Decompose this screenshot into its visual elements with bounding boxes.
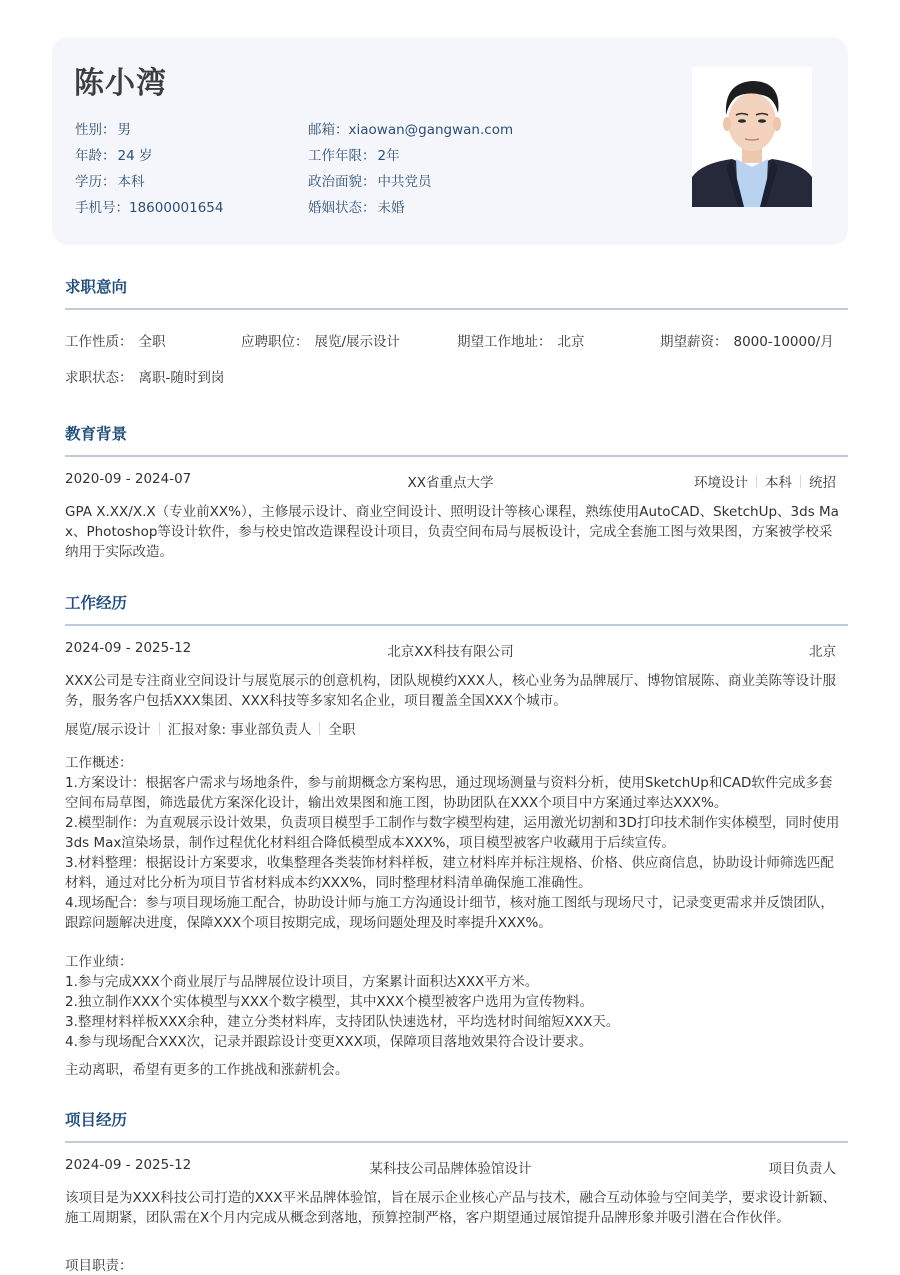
achievement-item: 4.参与现场配合XXX次，记录并跟踪设计变更XXX项，保障项目落地效果符合设计要求。	[65, 1034, 593, 1050]
achievements-title: 工作业绩：	[65, 954, 133, 970]
info-age	[75, 143, 223, 169]
info-work-years	[308, 143, 513, 169]
tag-separator	[159, 722, 160, 735]
section-title-work: 工作经历	[65, 594, 128, 612]
info-label: 性别：	[75, 122, 116, 138]
overview-item: 3.材料整理：根据设计方案要求，收集整理各类装饰材料样板，建立材料库并标注规格、价格、供应商信息，协助设计师筛选匹配材料，通过对比分析为项目节省材料成本约XXX%，同时整理材料清单确保施工准确性。	[65, 855, 834, 891]
info-gender	[75, 117, 223, 143]
info-email	[308, 117, 513, 143]
intent-label: 工作性质：	[65, 334, 133, 350]
info-value: 18600001654	[129, 200, 224, 216]
work-tags	[65, 718, 355, 738]
work-header-row	[65, 640, 836, 660]
basic-info-right	[308, 117, 513, 221]
info-value: 男	[117, 122, 131, 138]
education-tags	[694, 471, 836, 491]
section-title-project: 项目经历	[65, 1111, 128, 1129]
section-divider	[65, 624, 848, 626]
tag-separator	[800, 475, 801, 488]
profile-photo	[692, 67, 812, 207]
intent-value: 离职-随时到岗	[138, 370, 225, 386]
education-major: 环境设计	[694, 475, 748, 491]
project-duties-title: 项目职责：	[65, 1258, 133, 1274]
intent-value: 全职	[138, 334, 166, 350]
overview-title: 工作概述：	[65, 755, 133, 771]
section-title-job-intent: 求职意向	[65, 278, 128, 296]
info-value: 24 岁	[117, 148, 153, 164]
overview-item: 1.方案设计：根据客户需求与场地条件，参与前期概念方案构思，通过现场测量与资料分析，使用SketchUp和CAD软件完成多套空间布局草图，筛选最优方案深化设计，输出效果图和施工图，协助团队在XXX个项目中方案通过率达XXX%。	[65, 775, 833, 811]
candidate-name: 陈小湾	[74, 66, 167, 101]
work-achievements	[65, 952, 840, 1052]
leave-reason: 主动离职，希望有更多的工作挑战和涨薪机会。	[65, 1062, 349, 1078]
info-label: 政治面貌：	[308, 174, 376, 190]
info-label: 工作年限：	[308, 148, 376, 164]
education-period: 2020-09 - 2024-07	[65, 471, 192, 487]
project-description: 该项目是为XXX科技公司打造的XXX平米品牌体验馆，旨在展示企业核心产品与技术，融合互动体验与空间美学，要求设计新颖、施工周期紧，团队需在X个月内完成从概念到落地，预算控制严格，客户期望通过展馆提升品牌形象并吸引潜在合作伙伴。	[65, 1190, 836, 1226]
section-divider	[65, 308, 848, 310]
info-value: 中共党员	[377, 174, 432, 190]
section-title-education: 教育背景	[65, 425, 128, 443]
intent-label: 期望工作地址：	[457, 334, 552, 350]
achievement-item: 3.整理材料样板XXX余种，建立分类材料库，支持团队快速选材，平均选材时间缩短XXX天。	[65, 1014, 620, 1030]
work-location: 北京	[809, 644, 836, 660]
overview-item: 2.模型制作：为直观展示设计效果，负责项目模型手工制作与数字模型构建，运用激光切割和3D打印技术制作实体模型，同时使用3ds Max渲染场景，制作过程优化材料组合降低模型成本XXX%，项目模型被客户收藏用于后续宣传。	[65, 815, 840, 851]
education-degree: 本科	[765, 475, 792, 491]
section-divider	[65, 1141, 848, 1143]
basic-info-left	[75, 117, 223, 221]
achievement-item: 2.独立制作XXX个实体模型与XXX个数字模型，其中XXX个模型被客户选用为宣传物料。	[65, 994, 594, 1010]
project-role: 项目负责人	[768, 1161, 836, 1177]
work-company: 北京XX科技有限公司	[387, 644, 514, 660]
info-marital-status	[308, 195, 513, 221]
education-enrollment: 统招	[809, 475, 836, 491]
company-intro: XXX公司是专注商业空间设计与展览展示的创意机构，团队规模约XXX人，核心业务为品牌展厅、博物馆展陈、商业美陈等设计服务，服务客户包括XXX集团、XXX科技等多家知名企业，项目覆盖全国XXX个城市。	[65, 673, 836, 709]
intent-label: 期望薪资：	[660, 334, 728, 350]
intent-position	[241, 330, 400, 350]
intent-location	[457, 330, 585, 350]
person-portrait-icon	[692, 67, 812, 207]
intent-salary	[660, 330, 834, 350]
education-description: GPA X.XX/X.X（专业前XX%），主修展示设计、商业空间设计、照明设计等核心课程，熟练使用AutoCAD、SketchUp、3ds Max、Photoshop等设计软件，参与校史馆改造课程设计项目，负责空间布局与展板设计，完成全套施工图与效果图，方案被学校采纳用于实际改造。	[65, 504, 839, 560]
email-link[interactable]: xiaowan@gangwan.com	[348, 122, 514, 138]
intent-status	[65, 366, 224, 386]
tag-separator	[319, 722, 320, 735]
info-political-status	[308, 169, 513, 195]
profile-header	[52, 37, 848, 245]
intent-work-type	[65, 330, 166, 350]
info-label: 婚姻状态：	[308, 200, 376, 216]
section-divider	[65, 455, 848, 457]
work-position: 展览/展示设计	[65, 722, 151, 738]
intent-value: 8000-10000/月	[733, 334, 834, 350]
project-header-row	[65, 1157, 836, 1177]
info-value: 2年	[377, 148, 400, 164]
project-period: 2024-09 - 2025-12	[65, 1157, 192, 1173]
intent-value: 北京	[557, 334, 585, 350]
education-school: XX省重点大学	[407, 475, 494, 491]
overview-item: 4.现场配合：参与项目现场施工配合，协助设计师与施工方沟通设计细节，核对施工图纸与现场尺寸，记录变更需求并反馈团队，跟踪问题解决进度，保障XXX个项目按期完成，现场问题处理及时率提升XXX%。	[65, 895, 834, 931]
intent-label: 应聘职位：	[241, 334, 309, 350]
info-label: 年龄：	[75, 148, 116, 164]
education-header-row	[65, 471, 836, 491]
work-overview	[65, 753, 840, 933]
work-report-to: 汇报对象: 事业部负责人	[167, 722, 312, 738]
achievement-item: 1.参与完成XXX个商业展厅与品牌展位设计项目，方案累计面积达XXX平方米。	[65, 974, 539, 990]
project-name: 某科技公司品牌体验馆设计	[369, 1161, 532, 1177]
info-label: 学历：	[75, 174, 116, 190]
info-value: 本科	[117, 174, 145, 190]
work-period: 2024-09 - 2025-12	[65, 640, 192, 656]
info-value: 未婚	[377, 200, 405, 216]
work-type: 全职	[328, 722, 356, 738]
intent-value: 展览/展示设计	[314, 334, 401, 350]
info-label: 手机号：	[75, 200, 129, 216]
info-education	[75, 169, 223, 195]
info-phone	[75, 195, 223, 221]
intent-label: 求职状态：	[65, 370, 133, 386]
info-label: 邮箱：	[308, 122, 349, 138]
tag-separator	[756, 475, 757, 488]
